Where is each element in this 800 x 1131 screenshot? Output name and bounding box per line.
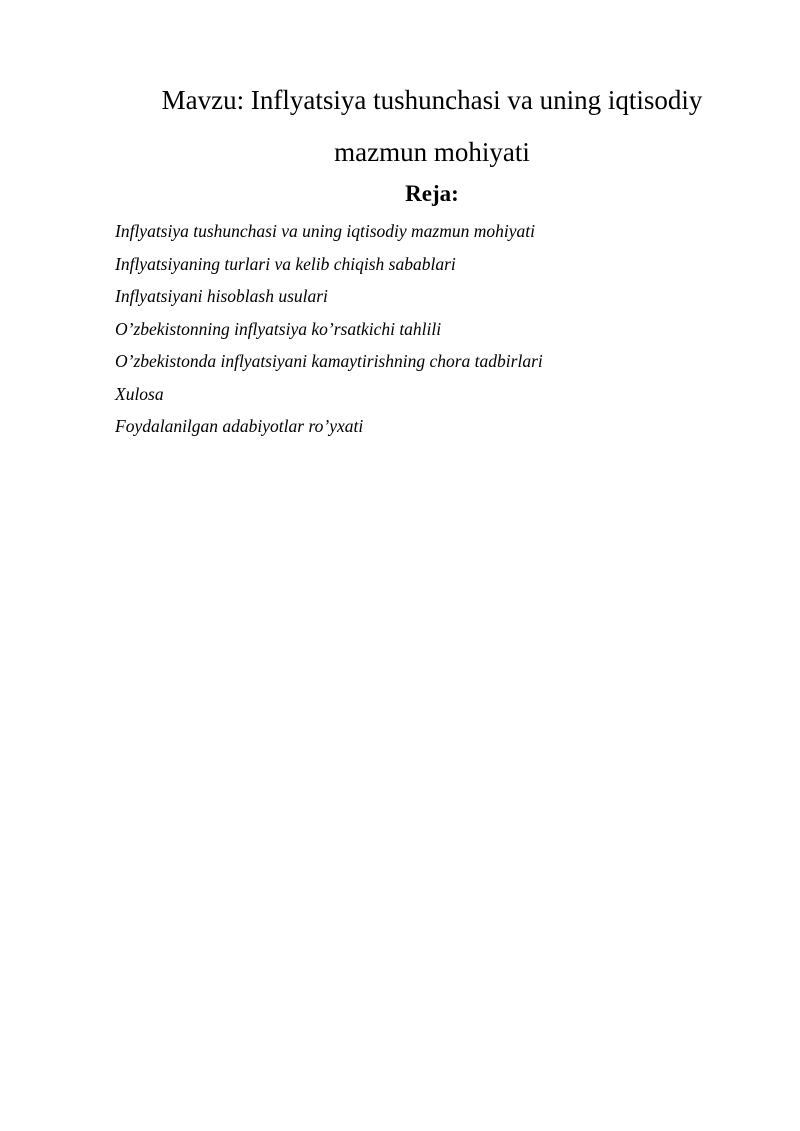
plan-item: Xulosa — [115, 383, 164, 404]
plan-list — [115, 215, 543, 443]
plan-item: Inflyatsiyaning turlari va kelib chiqish sabablari — [115, 253, 456, 274]
plan-item: O’zbekistonning inflyatsiya ko’rsatkichi tahlili — [115, 318, 442, 339]
plan-item: Inflyatsiyani hisoblash usulari — [115, 286, 328, 306]
plan-heading: Reja: — [405, 181, 459, 206]
document-title: Mavzu: Inflyatsiya tushunchasi va uning iqtisodiy mazmun mohiyati — [161, 85, 703, 167]
plan-item: O’zbekistonda inflyatsiyani kamaytirishning chora tadbirlari — [115, 351, 543, 371]
plan-item: Foydalanilgan adabiyotlar ro’yxati — [115, 416, 364, 436]
plan-item: Inflyatsiya tushunchasi va uning iqtisodiy mazmun mohiyati — [115, 221, 535, 241]
